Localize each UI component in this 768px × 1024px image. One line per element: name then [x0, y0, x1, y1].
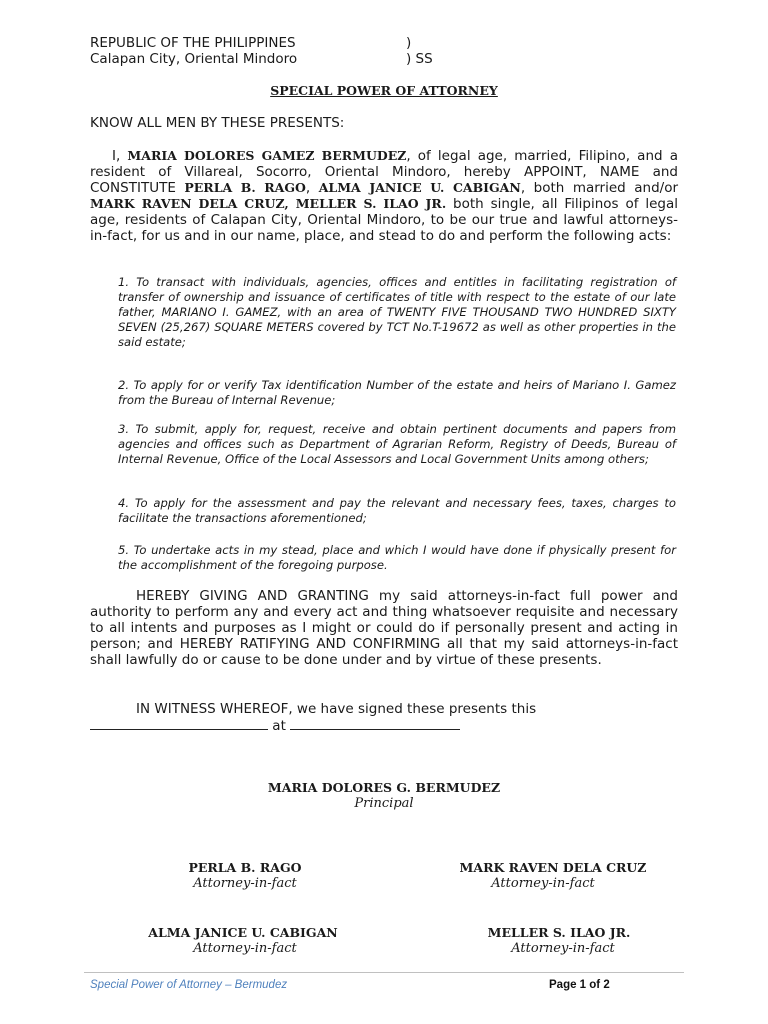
signatory-dela-cruz-role: Attorney-in-fact [491, 876, 595, 891]
witness-paragraph [90, 701, 678, 717]
witness-text: IN WITNESS WHEREOF, we have signed these presents this [136, 701, 537, 717]
witness-blanks [90, 717, 460, 734]
header-paren: ) [406, 35, 412, 51]
intro-text-4: , both married and/or [520, 180, 678, 196]
attorney-1-bold: PERLA B. RAGO [184, 180, 306, 195]
footer-divider [84, 972, 684, 973]
intro-text-3: , [305, 180, 319, 196]
intro-text-2: , of legal age, married, Filipino, and a resident of Villareal, Socorro, Oriental Mindoro, hereby APPOINT, NAME and CONSTITUTE [90, 148, 678, 196]
signatory-cabigan-role: Attorney-in-fact [193, 941, 297, 956]
intro-paragraph [90, 148, 678, 244]
footer-document-name: Special Power of Attorney – Bermudez [90, 979, 288, 991]
act-item-4: 4. To apply for the assessment and pay the relevant and necessary fees, taxes, charges to facilitate the transactions aforementioned; [118, 496, 676, 525]
act-item-5: 5. To undertake acts in my stead, place and which I would have done if physically present for the accomplishment of the foregoing purpose. [118, 543, 676, 572]
intro-text-5: both single, all Filipinos of legal age, residents of Calapan City, Oriental Mindoro, to be our true and lawful attorneys-in-fact, for us and in our name, place, and stead to do and perform the following acts: [90, 196, 678, 244]
footer-page-number: Page 1 of 2 [549, 979, 610, 991]
header-ss: ) SS [406, 51, 433, 67]
act-item-1: 1. To transact with individuals, agencies, offices and entitles in facilitating registration of transfer of ownership and issuance of certificates of title with respect to the estate of our late father, MARIANO I. GAMEZ, with an area of TWENTY FIVE THOUSAND TWO HUNDRED SIXTY SEVEN (25,267) SQUARE METERS covered by TCT No.T-19672 as well as other properties in the said estate; [118, 275, 676, 349]
attorney-3-bold: MARK RAVEN DELA CRUZ, MELLER S. ILAO JR. [90, 196, 447, 211]
principal-signatory-name: MARIA DOLORES G. BERMUDEZ [267, 780, 501, 795]
principal-name-bold: MARIA DOLORES GAMEZ BERMUDEZ [127, 148, 407, 163]
know-all-men: KNOW ALL MEN BY THESE PRESENTS: [90, 115, 345, 131]
signatory-cabigan-name: ALMA JANICE U. CABIGAN [148, 925, 338, 940]
signatory-dela-cruz-name: MARK RAVEN DELA CRUZ [459, 860, 647, 875]
signatory-ilao-name: MELLER S. ILAO JR. [487, 925, 631, 940]
signatory-ilao-role: Attorney-in-fact [511, 941, 615, 956]
place-blank-line [290, 717, 460, 730]
header-city: Calapan City, Oriental Mindoro [90, 51, 298, 67]
header-republic: REPUBLIC OF THE PHILIPPINES [90, 35, 296, 51]
intro-text-1: I, [112, 148, 128, 164]
witness-at: at [272, 718, 286, 734]
granting-paragraph: HEREBY GIVING AND GRANTING my said attorneys-in-fact full power and authority to perform any and every act and thing whatsoever requisite and necessary to all intents and purposes as I might or could do if personally present and acting in person; and HEREBY RATIFYING AND CONFIRMING all that my said attorneys-in-fact shall lawfully do or cause to be done under and by virtue of these presents. [90, 588, 678, 668]
principal-role: Principal [354, 796, 414, 811]
date-blank-line [90, 717, 268, 730]
signatory-rago-role: Attorney-in-fact [193, 876, 297, 891]
document-title: SPECIAL POWER OF ATTORNEY [270, 83, 498, 98]
attorney-2-bold: ALMA JANICE U. CABIGAN [318, 180, 521, 195]
act-item-3: 3. To submit, apply for, request, receive and obtain pertinent documents and papers from agencies and offices such as Department of Agrarian Reform, Registry of Deeds, Bureau of Internal Revenue, Office of the Local Assessors and Local Government Units among others; [118, 422, 676, 466]
act-item-2: 2. To apply for or verify Tax identification Number of the estate and heirs of Mariano I. Gamez from the Bureau of Internal Revenue; [118, 378, 676, 407]
signatory-rago-name: PERLA B. RAGO [188, 860, 302, 875]
